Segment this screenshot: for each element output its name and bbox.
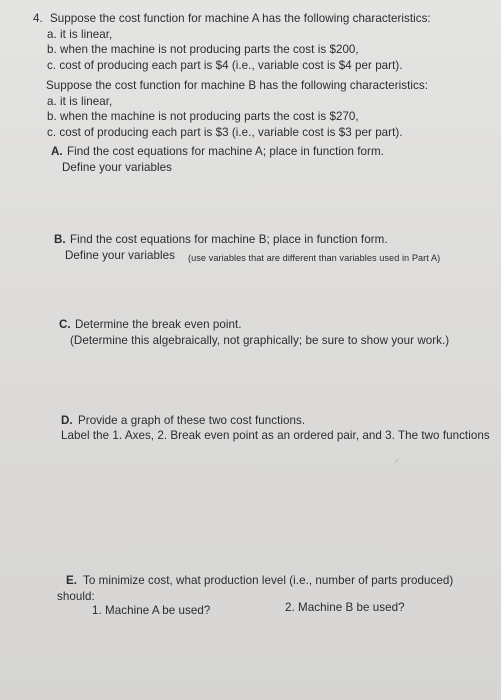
- machine-a-item-a: a. it is linear,: [47, 28, 113, 41]
- machine-a-intro: Suppose the cost function for machine A has the following characteristics:: [50, 12, 431, 25]
- part-a-define-variables: Define your variables: [62, 161, 172, 174]
- machine-b-item-c: c. cost of producing each part is $3 (i.e., variable cost is $3 per part).: [47, 126, 403, 139]
- part-c-instructions: (Determine this algebraically, not graphically; be sure to show your work.): [70, 334, 450, 347]
- machine-b-intro: Suppose the cost function for machine B has the following characteristics:: [46, 79, 428, 92]
- part-d-label-instructions: Label the 1. Axes, 2. Break even point as an ordered pair, and 3. The two functions: [61, 429, 490, 442]
- part-e-should: should:: [57, 590, 95, 603]
- machine-a-item-c: c. cost of producing each part is $4 (i.e., variable cost is $4 per part).: [47, 59, 403, 72]
- part-e-option-machine-a: 1. Machine A be used?: [92, 604, 211, 617]
- part-c-letter: C.: [59, 318, 71, 331]
- part-b-define-variables: Define your variables: [65, 249, 175, 262]
- question-number: 4.: [33, 12, 43, 25]
- part-e-letter: E.: [66, 574, 78, 587]
- part-b-prompt: Find the cost equations for machine B; place in function form.: [70, 233, 388, 246]
- part-d-prompt: Provide a graph of these two cost functions.: [78, 414, 306, 427]
- part-e-prompt: To minimize cost, what production level (i.e., number of parts produced): [83, 574, 454, 587]
- part-b-letter: B.: [54, 233, 66, 246]
- part-d-letter: D.: [61, 414, 73, 427]
- part-a-letter: A.: [51, 145, 63, 158]
- machine-b-item-b: b. when the machine is not producing parts the cost is $270,: [47, 110, 359, 123]
- part-e-option-machine-b: 2. Machine B be used?: [285, 601, 405, 614]
- machine-b-item-a: a. it is linear,: [47, 95, 113, 108]
- part-b-note: (use variables that are different than variables used in Part A): [188, 253, 441, 263]
- pen-mark: [395, 458, 399, 462]
- machine-a-item-b: b. when the machine is not producing parts the cost is $200,: [47, 43, 359, 56]
- part-a-prompt: Find the cost equations for machine A; place in function form.: [67, 145, 384, 158]
- part-c-prompt: Determine the break even point.: [75, 318, 242, 331]
